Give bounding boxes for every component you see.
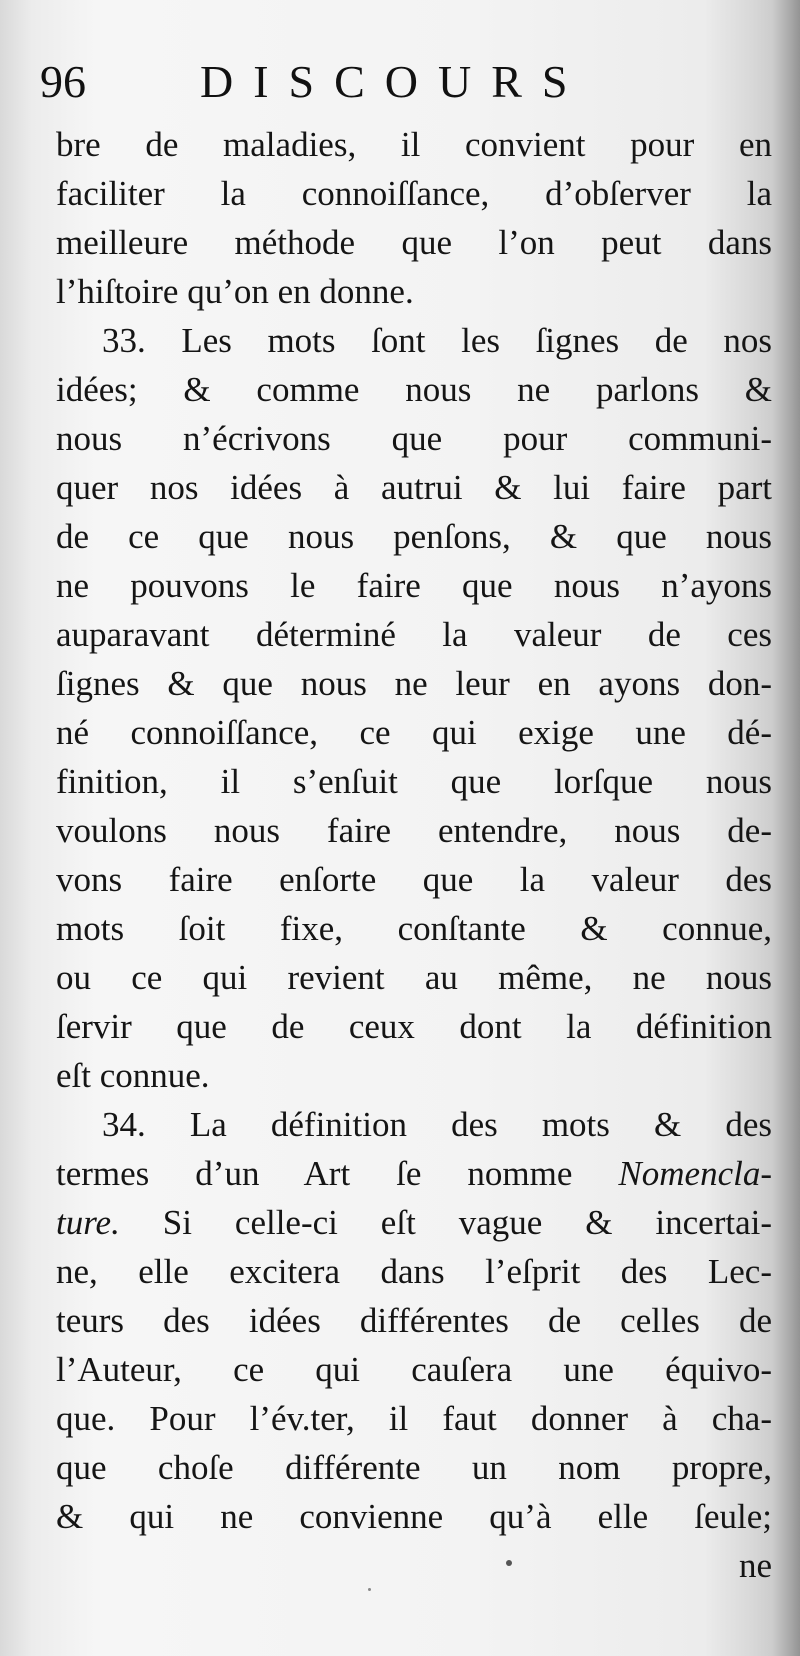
italic-term: ture. [56,1203,120,1242]
text-line: auparavant déterminé la valeur de ces [56,615,772,654]
text-line [56,1149,772,1198]
text-line: finition, il s’enſuit que lorſque nous [56,762,772,801]
running-head: DISCOURS [200,56,588,107]
text-line: que. Pour l’év.ter, il faut donner à cha- [56,1399,772,1438]
gutter-shadow [772,0,800,1656]
text-line: idées; & comme nous ne parlons & [56,370,772,409]
text-line: & qui ne convienne qu’à elle ſeule; [56,1497,772,1536]
text-line: quer nos idées à autrui & lui faire part [56,468,772,507]
page-number: 96 [40,56,86,107]
text-line: de ce que nous penſons, & que nous [56,517,772,556]
text-line: né connoiſſance, ce qui exige une dé- [56,713,772,752]
italic-term: Nomencla- [618,1154,772,1193]
text-line [56,1198,772,1247]
text-line: que choſe différente un nom propre, [56,1448,772,1487]
text-line: ne, elle excitera dans l’eſprit des Lec- [56,1252,772,1291]
text-line: bre de maladies, il convient pour en [56,125,772,164]
paragraph-34-start: 34. La définition des mots & des [102,1105,772,1144]
text-line: faciliter la connoiſſance, d’obſerver la [56,174,772,213]
text-line: voulons nous faire entendre, nous de- [56,811,772,850]
text-line: meilleure méthode que l’on peut dans [56,223,772,262]
text-line: l’hiſtoire qu’on en donne. [56,272,414,311]
text-line: ſignes & que nous ne leur en ayons don- [56,664,772,703]
text-line: eſt connue. [56,1056,210,1095]
text-segment: Si celle-ci eſt vague & incertai- [119,1203,772,1242]
text-line: ne pouvons le faire que nous n’ayons [56,566,772,605]
catchword: ne [738,1546,772,1585]
page-header [40,52,760,112]
text-line: ou ce qui revient au même, ne nous [56,958,772,997]
page-body [56,120,772,1630]
paragraph-33-start: 33. Les mots ſont les ſignes de nos [102,321,772,360]
text-line: teurs des idées différentes de celles de [56,1301,772,1340]
text-segment: termes d’un Art ſe nomme [56,1154,619,1193]
text-line: nous n’écrivons que pour communi- [56,419,772,458]
text-line: mots ſoit fixe, conſtante & connue, [56,909,772,948]
text-line: l’Auteur, ce qui cauſera une équivo- [56,1350,772,1389]
text-line: vons faire enſorte que la valeur des [56,860,772,899]
text-line: ſervir que de ceux dont la définition [56,1007,772,1046]
